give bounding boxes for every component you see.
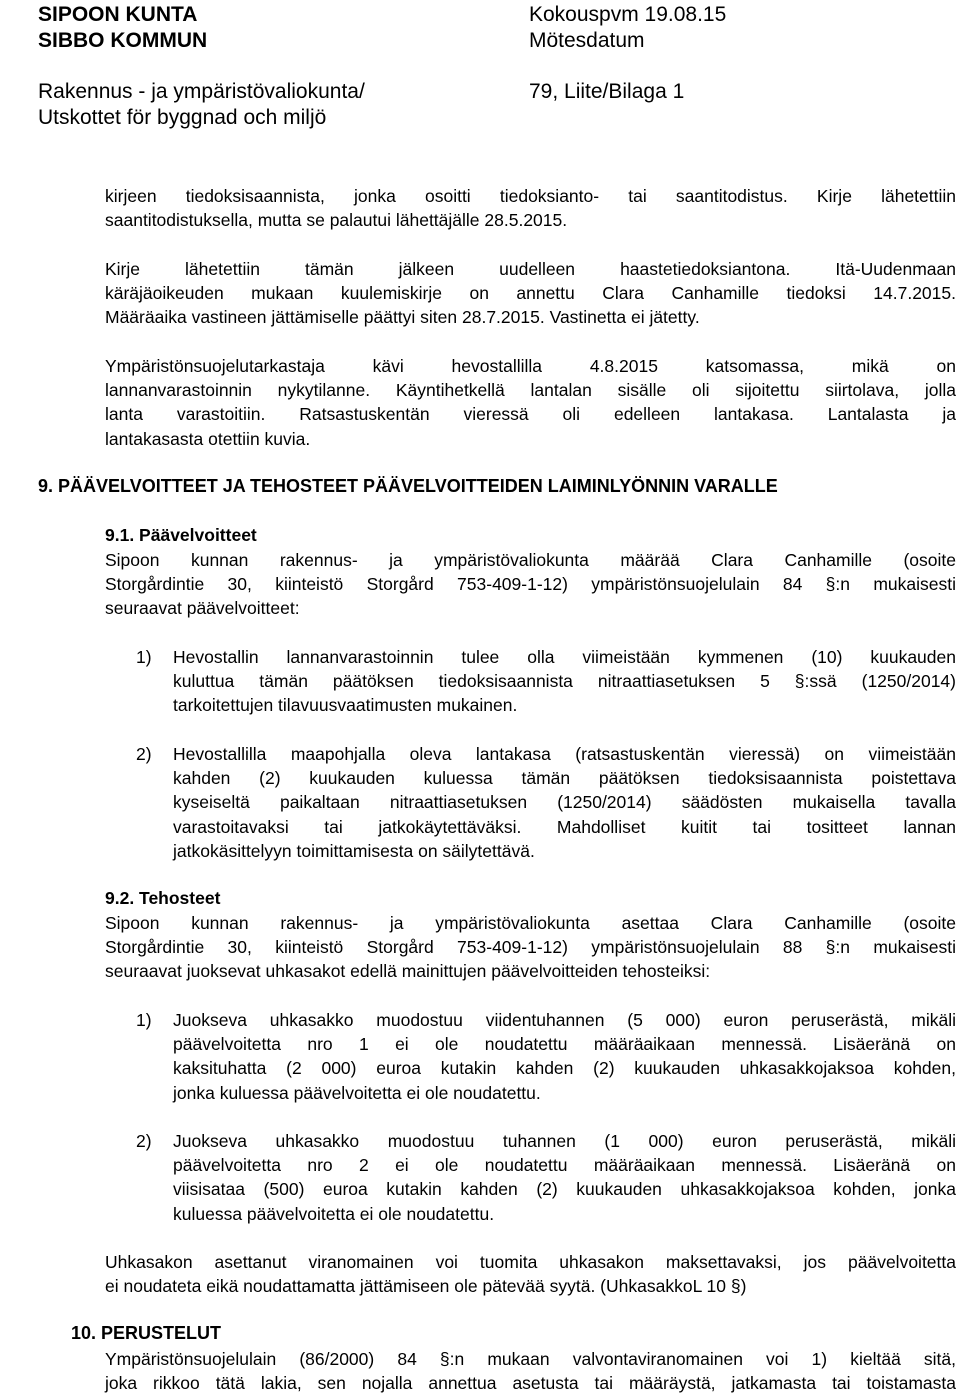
meeting-date: Kokouspvm 19.08.15 (529, 3, 727, 26)
subsection-9-1-title: 9.1. Päävelvoitteet (105, 525, 257, 545)
text-line: kirjeen tiedoksisaannista, jonka osoitti tiedoksianto- tai saantitodistus. Kirje lähetettiin (105, 186, 956, 206)
text-line: viisisataa (500) euroa kutakin kahden (2) kuukauden uhkasakkojaksoa kohden, jonka (173, 1179, 956, 1200)
text-line: Storgårdintie 30, kiinteistö Storgård 753-409-1-12) ympäristönsuojelulain 88 §:n mukaisesti (105, 937, 956, 958)
paragraph-penalty-closing (105, 1250, 956, 1298)
text-line: päävelvoitetta nro 2 ei ole noudatettu määräaikaan mennessä. Lisäeränä on (173, 1155, 956, 1176)
text-line: kahden (2) kuukauden kuluessa tämän päätöksen tiedoksisaannista poistettava (173, 768, 956, 789)
text-line: Juokseva uhkasakko muodostuu viidentuhannen (5 000) euron peruserästä, mikäli (173, 1010, 956, 1030)
text-line: Uhkasakon asettanut viranomainen voi tuomita uhkasakon maksettavaksi, jos päävelvoitetta (105, 1252, 956, 1272)
text-line: Ympäristönsuojelutarkastaja kävi hevostallilla 4.8.2015 katsomassa, mikä on (105, 356, 956, 376)
text-line: kyseiseltä paikaltaan nitraattiasetuksen (1250/2014) säädösten mukaisella tavalla (173, 792, 956, 813)
text-line: jonka kuluessa päävelvoitetta ei ole noudatettu. (173, 1082, 541, 1103)
subsection-9-2-title: 9.2. Tehosteet (105, 888, 221, 908)
list-item-number: 2) (136, 744, 152, 764)
text-line: Storgårdintie 30, kiinteistö Storgård 753-409-1-12) ympäristönsuojelulain 84 §:n mukaisesti (105, 574, 956, 595)
meeting-date-sv: Mötesdatum (529, 29, 645, 52)
text-line: joka rikkoo tätä lakia, sen nojalla annettua asetusta tai määräystä, jatkamasta tai toistamasta (105, 1373, 956, 1394)
text-line: seuraavat juoksevat uhkasakot edellä mainittujen päävelvoitteiden tehosteiksi: (105, 961, 711, 982)
attachment-number: 79, Liite/Bilaga 1 (529, 80, 685, 103)
list-item-number: 1) (136, 647, 152, 667)
text-line: Määräaika vastineen jättämiselle päättyi siten 28.7.2015. Vastinetta ei jätetty. (105, 307, 700, 328)
text-line: lannanvarastoinnin nykytilanne. Käyntihetkellä lantalan sisälle oli sijoitettu siirtolava, jolla (105, 380, 956, 401)
text-line: päävelvoitetta nro 1 ei ole noudatettu määräaikaan mennessä. Lisäeränä on (173, 1034, 956, 1055)
text-line: Kirje lähetettiin tämän jälkeen uudelleen haastetiedoksiantona. Itä-Uudenmaan (105, 259, 956, 279)
committee-name-sv: Utskottet för byggnad och miljö (38, 106, 327, 129)
section-10-heading: 10. PERUSTELUT (71, 1323, 222, 1343)
subsection-9-1-intro (105, 548, 956, 621)
text-line: Juokseva uhkasakko muodostuu tuhannen (1 000) euron peruserästä, mikäli (173, 1131, 956, 1151)
org-name-fi: SIPOON KUNTA (38, 3, 198, 26)
text-line: Hevostallilla maapohjalla oleva lantakasa (ratsastuskentän vieressä) on viimeistään (173, 744, 956, 764)
text-line: Sipoon kunnan rakennus- ja ympäristövaliokunta määrää Clara Canhamille (osoite (105, 550, 956, 570)
committee-name-fi: Rakennus - ja ympäristövaliokunta/ (38, 80, 365, 103)
text-line: tarkoitettujen tilavuusvaatimusten mukainen. (173, 695, 518, 716)
list-item-number: 1) (136, 1010, 152, 1030)
text-line: varastoitavaksi tai jatkokäytettäväksi. Mahdolliset kuitit tai tositteet lannan (173, 816, 956, 837)
text-line: kuluttua tämän päätöksen tiedoksisaannista nitraattiasetuksen 5 §:ssä (1250/2014) (173, 671, 956, 692)
org-name-sv: SIBBO KOMMUN (38, 29, 208, 52)
text-line: kaksituhatta (2 000) euroa kutakin kahden (2) kuukauden uhkasakkojaksoa kohden, (173, 1058, 956, 1079)
text-line: käräjäoikeuden mukaan kuulemiskirje on annettu Clara Canhamille tiedoksi 14.7.2015. (105, 283, 956, 304)
list-item-number: 2) (136, 1131, 152, 1151)
text-line: Sipoon kunnan rakennus- ja ympäristövaliokunta asettaa Clara Canhamille (osoite (105, 913, 956, 933)
paragraph-service-notice (105, 257, 956, 330)
text-line: lanta varastoitiin. Ratsastuskentän vieressä oli edelleen lantakasa. Lantalasta ja (105, 404, 956, 425)
text-line: ei noudateta eikä noudattamatta jättämiseen ole pätevää syytä. (UhkasakkoL 10 §) (105, 1276, 747, 1297)
text-line: seuraavat päävelvoitteet: (105, 598, 300, 619)
text-line: kuluessa päävelvoitetta ei ole noudatettu. (173, 1203, 495, 1224)
text-line: Ympäristönsuojelulain (86/2000) 84 §:n mukaan valvontaviranomainen voi 1) kieltää sitä, (105, 1349, 956, 1369)
paragraph-letter-returned (105, 184, 956, 232)
text-line: jatkokäsittelyyn toimittamisesta on säilytettävä. (173, 840, 535, 861)
text-line: Hevostallin lannanvarastoinnin tulee olla viimeistään kymmenen (10) kuukauden (173, 647, 956, 667)
paragraph-inspection (105, 354, 956, 451)
text-line: lantakasasta otettiin kuvia. (105, 428, 311, 449)
section-9-heading: 9. PÄÄVELVOITTEET JA TEHOSTEET PÄÄVELVOITTEIDEN LAIMINLYÖNNIN VARALLE (38, 476, 778, 496)
text-line: saantitodistuksella, mutta se palautui lähettäjälle 28.5.2015. (105, 210, 568, 231)
subsection-9-2-intro (105, 911, 956, 984)
section-10-text (105, 1347, 956, 1395)
